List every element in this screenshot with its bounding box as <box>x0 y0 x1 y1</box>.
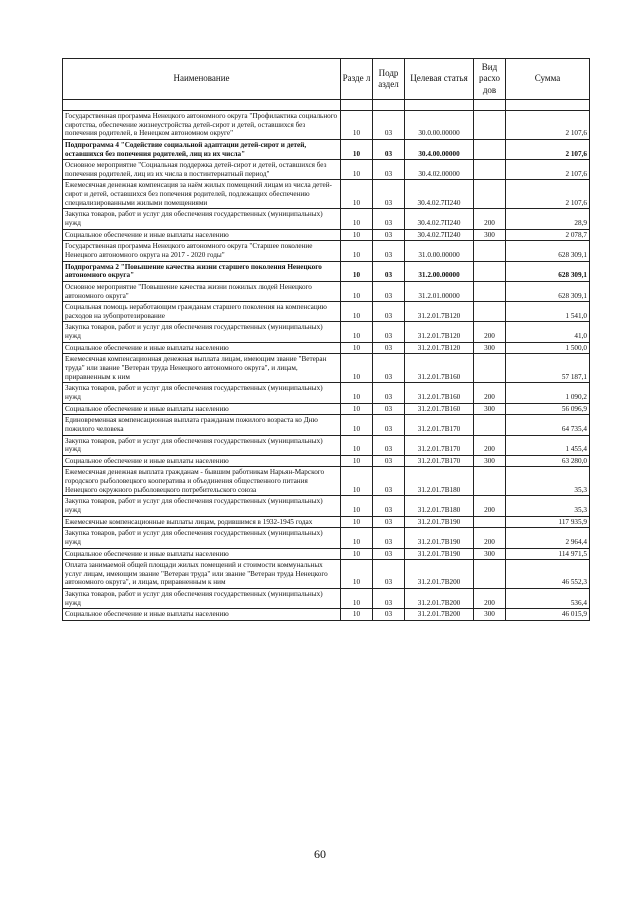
row-subsection-cell: 03 <box>373 160 405 180</box>
table-row <box>63 302 590 322</box>
row-name-cell: Государственная программа Ненецкого автономного округа "Старшее поколение Ненецкого автономного округа на 2017 - 2020 годы" <box>63 241 341 261</box>
row-subsection-cell: 03 <box>373 455 405 467</box>
header-sum: Сумма <box>506 59 590 100</box>
page-number: 60 <box>314 847 326 861</box>
row-subsection-cell: 03 <box>373 302 405 322</box>
row-name-cell: Ежемесячная денежная выплата гражданам - бывшим работникам Нарьян-Марского городского рыболовецкого кооператива и объединения общественного питания Ненецкого окружного рыболовецкого потребительского союза <box>63 467 341 496</box>
row-subsection-cell: 03 <box>373 589 405 609</box>
row-expense-type-cell <box>474 467 506 496</box>
row-subsection-cell: 03 <box>373 322 405 342</box>
row-subsection-cell: 03 <box>373 496 405 516</box>
row-target-cell: 30.0.00.00000 <box>405 111 474 140</box>
row-target-cell: 31.2.01.7В160 <box>405 403 474 415</box>
row-target-cell: 30.4.02.7П240 <box>405 180 474 209</box>
table-row <box>63 229 590 241</box>
row-subsection-cell: 03 <box>373 354 405 383</box>
row-target-cell: 31.2.01.7В170 <box>405 455 474 467</box>
row-expense-type-cell <box>474 415 506 435</box>
row-section-cell: 10 <box>341 560 373 589</box>
row-subsection-cell: 03 <box>373 403 405 415</box>
row-section-cell: 10 <box>341 609 373 621</box>
row-section-cell: 10 <box>341 281 373 301</box>
row-target-cell: 31.2.01.7В200 <box>405 609 474 621</box>
row-subsection-cell: 03 <box>373 111 405 140</box>
row-sum-cell: 2 107,6 <box>506 139 590 159</box>
row-target-cell: 30.4.02.00000 <box>405 160 474 180</box>
table-row <box>63 281 590 301</box>
row-name-cell: Социальное обеспечение и иные выплаты населению <box>63 403 341 415</box>
row-section-cell: 10 <box>341 496 373 516</box>
row-expense-type-cell <box>474 281 506 301</box>
row-section-cell: 10 <box>341 589 373 609</box>
row-subsection-cell: 03 <box>373 516 405 528</box>
row-section-cell: 10 <box>341 528 373 548</box>
row-section-cell: 10 <box>341 516 373 528</box>
row-target-cell: 31.2.01.7В160 <box>405 354 474 383</box>
table-row <box>63 111 590 140</box>
row-expense-type-cell: 200 <box>474 528 506 548</box>
row-target-cell: 30.4.02.7П240 <box>405 229 474 241</box>
row-name-cell: Закупка товаров, работ и услуг для обеспечения государственных (муниципальных) нужд <box>63 322 341 342</box>
row-target-cell: 31.2.01.7В200 <box>405 589 474 609</box>
row-sum-cell: 1 455,4 <box>506 435 590 455</box>
budget-table <box>62 58 590 621</box>
table-row <box>63 435 590 455</box>
row-expense-type-cell: 300 <box>474 548 506 560</box>
row-target-cell: 31.2.01.7В190 <box>405 516 474 528</box>
row-expense-type-cell <box>474 261 506 281</box>
row-expense-type-cell: 200 <box>474 383 506 403</box>
row-target-cell: 31.2.01.7В180 <box>405 467 474 496</box>
table-row <box>63 322 590 342</box>
table-row <box>63 241 590 261</box>
row-subsection-cell: 03 <box>373 415 405 435</box>
row-sum-cell: 536,4 <box>506 589 590 609</box>
row-target-cell: 31.2.01.7В160 <box>405 383 474 403</box>
row-target-cell: 31.2.01.7В190 <box>405 528 474 548</box>
row-target-cell: 31.2.01.7В200 <box>405 560 474 589</box>
row-name-cell: Закупка товаров, работ и услуг для обеспечения государственных (муниципальных) нужд <box>63 435 341 455</box>
table-row <box>63 342 590 354</box>
row-expense-type-cell: 200 <box>474 589 506 609</box>
row-section-cell: 10 <box>341 160 373 180</box>
row-expense-type-cell: 200 <box>474 496 506 516</box>
table-row <box>63 528 590 548</box>
row-sum-cell: 2 107,6 <box>506 111 590 140</box>
row-target-cell: 31.2.01.00000 <box>405 281 474 301</box>
row-section-cell: 10 <box>341 455 373 467</box>
header-section: Разде л <box>341 59 373 100</box>
table-row <box>63 560 590 589</box>
row-name-cell: Ежемесячная денежная компенсация за наём жилых помещений лицам из числа детей-сирот и детей, оставшихся без попечения родителей, подлежащих обеспечению специализированными жилыми помещениями <box>63 180 341 209</box>
row-sum-cell: 2 107,6 <box>506 180 590 209</box>
row-section-cell: 10 <box>341 111 373 140</box>
row-sum-cell: 117 935,9 <box>506 516 590 528</box>
table-header-row <box>63 59 590 100</box>
row-section-cell: 10 <box>341 209 373 229</box>
row-section-cell: 10 <box>341 548 373 560</box>
row-target-cell: 31.2.01.7В170 <box>405 435 474 455</box>
row-sum-cell: 628 309,1 <box>506 241 590 261</box>
row-expense-type-cell <box>474 516 506 528</box>
table-row <box>63 261 590 281</box>
row-section-cell: 10 <box>341 322 373 342</box>
row-name-cell: Закупка товаров, работ и услуг для обеспечения государственных (муниципальных) нужд <box>63 496 341 516</box>
row-target-cell: 31.2.00.00000 <box>405 261 474 281</box>
row-name-cell: Подпрограмма 4 "Содействие социальной адаптации детей-сирот и детей, оставшихся без попечения родителей, лиц из их числа" <box>63 139 341 159</box>
row-sum-cell: 41,0 <box>506 322 590 342</box>
row-subsection-cell: 03 <box>373 229 405 241</box>
row-expense-type-cell: 300 <box>474 609 506 621</box>
row-subsection-cell: 03 <box>373 467 405 496</box>
row-name-cell: Социальное обеспечение и иные выплаты населению <box>63 342 341 354</box>
table-row <box>63 467 590 496</box>
row-section-cell: 10 <box>341 415 373 435</box>
row-sum-cell: 64 735,4 <box>506 415 590 435</box>
header-subsection: Подр аздел <box>373 59 405 100</box>
row-section-cell: 10 <box>341 229 373 241</box>
row-sum-cell: 35,3 <box>506 496 590 516</box>
row-name-cell: Государственная программа Ненецкого автономного округа "Профилактика социального сиротства, обеспечение жизнеустройства детей-сирот и детей, оставшихся без попечения родителей, в Ненецком автономном округе" <box>63 111 341 140</box>
row-subsection-cell: 03 <box>373 180 405 209</box>
row-expense-type-cell: 300 <box>474 229 506 241</box>
row-name-cell: Основное мероприятие "Социальная поддержка детей-сирот и детей, оставшихся без попечения родителей, лиц из их числа в постинтернатный период" <box>63 160 341 180</box>
row-subsection-cell: 03 <box>373 342 405 354</box>
row-sum-cell: 46 552,3 <box>506 560 590 589</box>
row-section-cell: 10 <box>341 435 373 455</box>
row-subsection-cell: 03 <box>373 528 405 548</box>
row-name-cell: Оплата занимаемой общей площади жилых помещений и стоимости коммунальных услуг лицам, имеющим звание "Ветеран труда" или звание "Ветеран труда Ненецкого автономного округа", и лицам, приравненным к ним <box>63 560 341 589</box>
row-target-cell: 31.2.01.7В120 <box>405 302 474 322</box>
row-expense-type-cell <box>474 354 506 383</box>
row-sum-cell: 628 309,1 <box>506 261 590 281</box>
table-row <box>63 589 590 609</box>
row-sum-cell: 114 971,5 <box>506 548 590 560</box>
row-expense-type-cell: 300 <box>474 403 506 415</box>
row-sum-cell: 56 096,9 <box>506 403 590 415</box>
row-subsection-cell: 03 <box>373 261 405 281</box>
table-row <box>63 455 590 467</box>
row-expense-type-cell <box>474 241 506 261</box>
row-sum-cell: 1 500,0 <box>506 342 590 354</box>
table-row <box>63 548 590 560</box>
row-target-cell: 31.2.01.7В180 <box>405 496 474 516</box>
header-name: Наименование <box>63 59 341 100</box>
row-name-cell: Подпрограмма 2 "Повышение качества жизни старшего поколения Ненецкого автономного округа" <box>63 261 341 281</box>
row-sum-cell: 63 280,0 <box>506 455 590 467</box>
row-subsection-cell: 03 <box>373 209 405 229</box>
table-row <box>63 354 590 383</box>
row-section-cell: 10 <box>341 383 373 403</box>
row-expense-type-cell: 200 <box>474 435 506 455</box>
header-expense-type: Вид расхо дов <box>474 59 506 100</box>
row-name-cell: Социальное обеспечение и иные выплаты населению <box>63 229 341 241</box>
row-expense-type-cell: 200 <box>474 322 506 342</box>
row-name-cell: Закупка товаров, работ и услуг для обеспечения государственных (муниципальных) нужд <box>63 528 341 548</box>
row-expense-type-cell: 300 <box>474 342 506 354</box>
row-sum-cell: 28,9 <box>506 209 590 229</box>
row-name-cell: Закупка товаров, работ и услуг для обеспечения государственных (муниципальных) нужд <box>63 209 341 229</box>
row-sum-cell: 2 964,4 <box>506 528 590 548</box>
row-subsection-cell: 03 <box>373 383 405 403</box>
row-sum-cell: 1 090,2 <box>506 383 590 403</box>
row-target-cell: 30.4.00.00000 <box>405 139 474 159</box>
row-section-cell: 10 <box>341 180 373 209</box>
row-sum-cell: 35,3 <box>506 467 590 496</box>
row-name-cell: Социальное обеспечение и иные выплаты населению <box>63 609 341 621</box>
row-sum-cell: 1 541,0 <box>506 302 590 322</box>
table-row <box>63 516 590 528</box>
table-gap-row <box>63 100 590 111</box>
row-target-cell: 31.2.01.7В190 <box>405 548 474 560</box>
row-section-cell: 10 <box>341 302 373 322</box>
table-row <box>63 403 590 415</box>
row-name-cell: Закупка товаров, работ и услуг для обеспечения государственных (муниципальных) нужд <box>63 383 341 403</box>
table-row <box>63 209 590 229</box>
row-subsection-cell: 03 <box>373 435 405 455</box>
row-expense-type-cell <box>474 180 506 209</box>
row-expense-type-cell <box>474 560 506 589</box>
row-subsection-cell: 03 <box>373 241 405 261</box>
row-sum-cell: 57 187,1 <box>506 354 590 383</box>
header-target: Целевая статья <box>405 59 474 100</box>
row-sum-cell: 2 107,6 <box>506 160 590 180</box>
row-section-cell: 10 <box>341 342 373 354</box>
table-row <box>63 383 590 403</box>
row-expense-type-cell <box>474 302 506 322</box>
row-target-cell: 31.2.01.7В120 <box>405 322 474 342</box>
row-section-cell: 10 <box>341 261 373 281</box>
table-row <box>63 609 590 621</box>
row-name-cell: Социальное обеспечение и иные выплаты населению <box>63 455 341 467</box>
row-subsection-cell: 03 <box>373 560 405 589</box>
row-section-cell: 10 <box>341 241 373 261</box>
row-section-cell: 10 <box>341 467 373 496</box>
row-expense-type-cell <box>474 139 506 159</box>
table-body <box>63 100 590 621</box>
row-target-cell: 31.2.01.7В120 <box>405 342 474 354</box>
row-name-cell: Закупка товаров, работ и услуг для обеспечения государственных (муниципальных) нужд <box>63 589 341 609</box>
table-row <box>63 496 590 516</box>
row-subsection-cell: 03 <box>373 609 405 621</box>
row-section-cell: 10 <box>341 354 373 383</box>
row-section-cell: 10 <box>341 139 373 159</box>
row-expense-type-cell: 200 <box>474 209 506 229</box>
row-section-cell: 10 <box>341 403 373 415</box>
row-sum-cell: 628 309,1 <box>506 281 590 301</box>
row-sum-cell: 2 078,7 <box>506 229 590 241</box>
row-expense-type-cell: 300 <box>474 455 506 467</box>
table-row <box>63 180 590 209</box>
row-expense-type-cell <box>474 160 506 180</box>
table-row <box>63 415 590 435</box>
row-name-cell: Ежемесячная компенсационная денежная выплата лицам, имеющим звание "Ветеран труда" или звание "Ветеран труда Ненецкого автономного округа", и лицам, приравненным к ним <box>63 354 341 383</box>
row-name-cell: Ежемесячные компенсационные выплаты лицам, родившимся в 1932-1945 годах <box>63 516 341 528</box>
row-target-cell: 30.4.02.7П240 <box>405 209 474 229</box>
row-subsection-cell: 03 <box>373 139 405 159</box>
row-target-cell: 31.0.00.00000 <box>405 241 474 261</box>
table-row <box>63 139 590 159</box>
row-target-cell: 31.2.01.7В170 <box>405 415 474 435</box>
row-name-cell: Социальная помощь неработающим гражданам старшего поколения на компенсацию расходов на зубопротезирование <box>63 302 341 322</box>
row-expense-type-cell <box>474 111 506 140</box>
row-name-cell: Основное мероприятие "Повышение качества жизни пожилых людей Ненецкого автономного округа" <box>63 281 341 301</box>
row-name-cell: Единовременная компенсационная выплата гражданам пожилого возраста ко Дню пожилого человека <box>63 415 341 435</box>
row-subsection-cell: 03 <box>373 281 405 301</box>
table-row <box>63 160 590 180</box>
row-name-cell: Социальное обеспечение и иные выплаты населению <box>63 548 341 560</box>
row-subsection-cell: 03 <box>373 548 405 560</box>
row-sum-cell: 46 015,9 <box>506 609 590 621</box>
